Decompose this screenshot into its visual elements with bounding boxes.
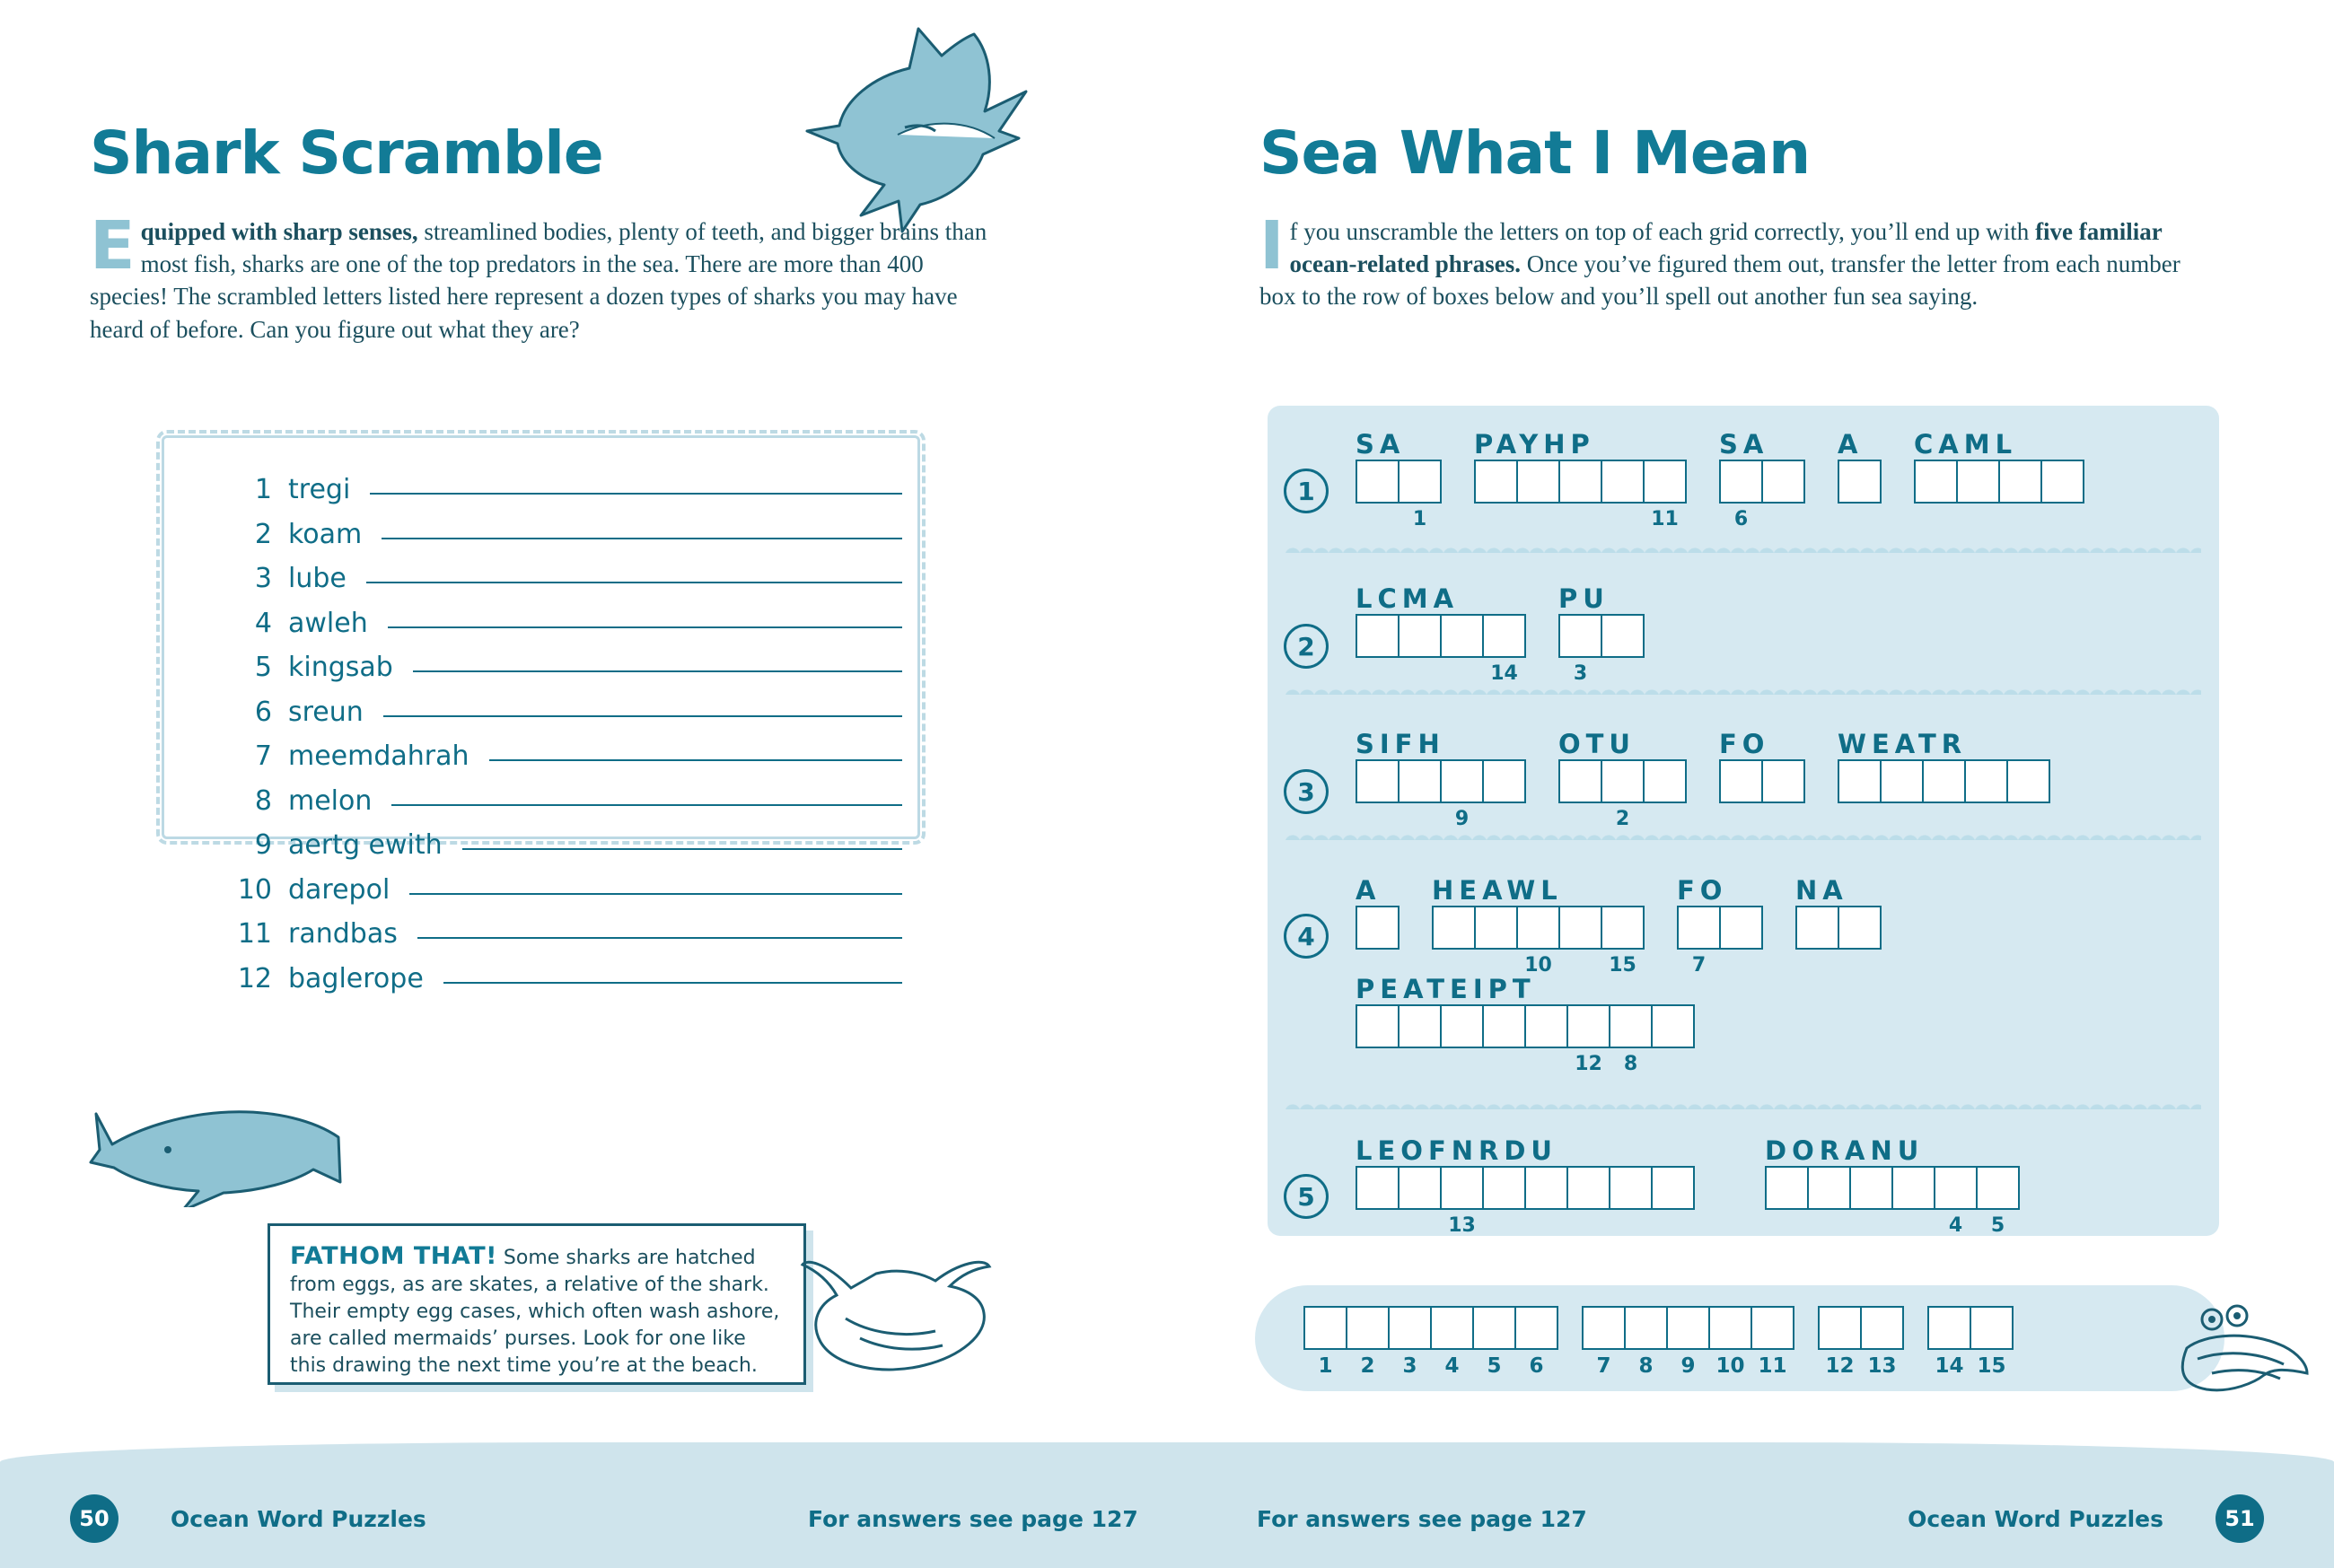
row-number-1: 1 [1284,469,1329,513]
letter-cell[interactable] [1440,759,1484,830]
book-title-right: Ocean Word Puzzles [1908,1506,2163,1532]
clue-group [1558,729,1685,830]
final-cell-number: 12 [1825,1354,1855,1378]
letter-cell[interactable] [1482,614,1526,685]
letter-cell[interactable] [1440,1004,1484,1048]
letter-cell[interactable] [1795,906,1839,950]
final-cell-number: 9 [1680,1354,1696,1378]
letter-cell[interactable] [1524,1004,1568,1048]
list-item [220,652,902,683]
list-item [220,784,902,817]
clue-letters: LEOFNRDU [1356,1135,1557,1166]
clue-letters: SA [1719,429,1769,460]
letter-cell[interactable] [1609,1004,1653,1075]
final-cell[interactable] [1430,1306,1474,1378]
list-item [220,607,902,639]
list-item-word: meemdahrah [288,740,469,772]
clue-group [1356,1135,1693,1237]
final-cell[interactable] [1927,1306,1971,1378]
letter-cell[interactable] [1356,906,1400,950]
final-cell-number: 11 [1758,1354,1787,1378]
letter-cell[interactable] [1558,906,1602,950]
page-number-right: 51 [2216,1494,2264,1543]
final-cell[interactable] [1750,1306,1794,1378]
letter-cell[interactable] [1558,759,1602,803]
letter-cell[interactable] [1516,906,1560,977]
dropcap-left: E [90,207,136,285]
book-title-left: Ocean Word Puzzles [171,1506,426,1532]
list-item-word: awleh [288,607,368,639]
final-cell[interactable] [1818,1306,1862,1378]
list-item-word: tregi [288,474,351,505]
list-item-number: 8 [254,784,272,817]
final-cell[interactable] [1666,1306,1710,1378]
letter-cell[interactable] [1601,906,1645,977]
letter-cell[interactable] [1601,759,1645,830]
cell-number: 1 [1412,508,1427,530]
letter-cell[interactable] [1998,460,2042,504]
row-number-5: 5 [1284,1174,1329,1219]
cell-number: 11 [1651,508,1679,530]
cell-number: 14 [1490,662,1518,685]
dropcap-right: I [1259,207,1285,285]
letter-boxes [1432,906,1643,977]
letter-cell[interactable] [1934,1166,1978,1237]
letter-cell[interactable] [1651,1004,1695,1048]
list-item [220,918,902,950]
answer-line[interactable] [417,937,902,939]
letter-boxes [1356,906,1398,950]
intro-b-right: Once you’ve figured them out, transfer the letter from each number box to the row of boxes below and you’ll spell out another fun sea saying. [1259,250,2180,311]
letter-cell[interactable] [1482,1004,1526,1048]
letter-cell[interactable] [1849,1166,1893,1210]
letter-cell[interactable] [2040,460,2084,504]
letter-cell[interactable] [1356,759,1400,803]
letter-cell[interactable] [1482,1166,1526,1210]
final-cell-number: 7 [1596,1354,1611,1378]
cell-number: 4 [1948,1214,1963,1237]
letter-cell[interactable] [1964,759,2008,803]
clue-letters: PAYHP [1474,429,1595,460]
answer-line[interactable] [391,804,902,806]
list-item-word: aertg ewith [288,829,443,861]
clue-letters: CAML [1914,429,2018,460]
puzzle-row-1 [1356,429,2117,530]
clue-group [1356,583,1524,685]
clue-letters: A [1356,875,1382,906]
letter-cell[interactable] [1719,460,1763,530]
clue-letters: NA [1795,875,1848,906]
letter-cell[interactable] [1558,614,1602,685]
final-cell[interactable] [1303,1306,1347,1378]
panel-divider [1285,835,2201,840]
letter-boxes [1356,614,1524,685]
clue-group [1356,875,1398,950]
letter-cell[interactable] [1398,1166,1442,1210]
clue-letters: A [1838,429,1864,460]
fathom-text: Some sharks are hatched from eggs, as are skates, a relative of the shark. Their empty egg cases, which often wash ashore, are called mermaids’ purses. Look for one like this drawing the next time you’re at the beach. [290,1247,780,1377]
final-cell[interactable] [1582,1306,1626,1378]
letter-boxes [1914,460,2083,504]
letter-cell[interactable] [1807,1166,1851,1210]
letter-cell[interactable] [1976,1166,2020,1237]
final-cell[interactable] [1970,1306,2014,1378]
final-answer-boxes [1303,1306,2012,1378]
fathom-title: FATHOM THAT! [290,1242,497,1270]
letter-cell[interactable] [1719,906,1763,950]
clue-letters: LCMA [1356,583,1460,614]
list-item-number: 11 [237,918,272,950]
letter-boxes [1558,759,1685,830]
final-cell[interactable] [1624,1306,1668,1378]
letter-cell[interactable] [1609,1166,1653,1210]
list-item-number: 5 [254,652,272,683]
letter-boxes [1719,460,1803,530]
shark-illustration-bottom [85,1091,355,1207]
fathom-that-box [268,1223,806,1385]
panel-divider [1285,547,2201,553]
letter-cell[interactable] [1356,1166,1400,1210]
letter-boxes [1558,614,1643,685]
final-cell[interactable] [1346,1306,1390,1378]
clue-group [1838,429,1880,504]
clue-letters: SA [1356,429,1406,460]
clue-letters: HEAWL [1432,875,1563,906]
letter-cell[interactable] [1566,1004,1610,1075]
cell-number: 6 [1733,508,1749,530]
final-cell-number: 2 [1360,1354,1375,1378]
list-item-word: randbas [288,918,398,950]
list-item-word: darepol [288,873,390,906]
list-item-number: 1 [254,474,272,505]
letter-cell[interactable] [1356,1004,1400,1048]
letter-boxes [1356,460,1440,530]
puzzle-row-3 [1356,729,2083,830]
letter-boxes [1356,1166,1693,1237]
letter-boxes [1838,759,2049,803]
fish-illustration [2172,1292,2316,1418]
list-item-number: 7 [254,740,272,772]
letter-cell[interactable] [2006,759,2050,803]
clue-group [1356,429,1440,530]
list-item-number: 6 [254,696,272,728]
cell-number: 9 [1454,808,1470,830]
answer-line[interactable] [443,982,902,984]
intro-paragraph-right [1259,207,2184,313]
clue-group [1474,429,1685,530]
clue-group [1356,729,1524,830]
row-number-2: 2 [1284,624,1329,669]
letter-cell[interactable] [1482,759,1526,803]
puzzle-row-2 [1356,583,1677,685]
letter-cell[interactable] [1432,906,1476,950]
list-item-word: kingsab [288,652,393,683]
letter-cell[interactable] [1566,1166,1610,1210]
list-item [220,518,902,550]
clue-letters: OTU [1558,729,1636,759]
letter-boxes [1719,759,1803,803]
answer-line[interactable] [489,759,902,761]
letter-cell[interactable] [1891,1166,1935,1210]
answer-line[interactable] [388,626,902,628]
clue-letters: FO [1677,875,1728,906]
letter-cell[interactable] [1838,759,1882,803]
list-item [220,873,902,906]
final-cell[interactable] [1388,1306,1432,1378]
list-item-word: koam [288,518,363,550]
letter-cell[interactable] [1922,759,1966,803]
letter-boxes [1356,1004,1693,1075]
letter-boxes [1677,906,1761,977]
list-item-word: sreun [288,696,364,728]
final-cell-number: 14 [1935,1354,1964,1378]
answer-line[interactable] [413,670,902,672]
row-number-4: 4 [1284,914,1329,959]
letter-cell[interactable] [1914,460,1958,504]
answer-line[interactable] [383,715,902,717]
final-cell-number: 4 [1444,1354,1460,1378]
page-title-left: Shark Scramble [90,118,603,188]
final-cell-number: 8 [1638,1354,1654,1378]
clue-group [1719,729,1803,803]
final-cell-number: 13 [1867,1354,1897,1378]
answer-line[interactable] [370,493,902,495]
scramble-list [220,474,902,1007]
list-item-number: 4 [254,607,272,639]
final-cell-number: 10 [1715,1354,1745,1378]
clue-group [1765,1135,2018,1237]
letter-cell[interactable] [1601,614,1645,658]
clue-group [1719,429,1803,530]
clue-group [1795,875,1880,950]
clue-letters: WEATR [1838,729,1968,759]
letter-cell[interactable] [1516,460,1560,504]
list-item-number: 9 [254,829,272,861]
puzzle-row-4 [1356,875,1914,977]
cell-number: 5 [1990,1214,2005,1237]
cell-number: 2 [1615,808,1630,830]
row-number-3: 3 [1284,769,1329,814]
mermaids-purse-illustration [797,1252,1040,1378]
letter-cell[interactable] [1601,460,1645,504]
letter-cell[interactable] [1838,906,1882,950]
clue-group [1432,875,1643,977]
letter-boxes [1474,460,1685,530]
letter-boxes [1765,1166,2018,1237]
final-cell-number: 5 [1487,1354,1502,1378]
final-cell[interactable] [1472,1306,1516,1378]
intro-bold-right: five familiar ocean-related phrases. [1289,218,2163,278]
answers-note-left: For answers see page 127 [808,1506,1138,1532]
cell-number: 7 [1691,954,1707,977]
clue-group [1356,974,1693,1075]
puzzle-row-5 [1356,1135,2052,1237]
intro-rest-left: streamlined bodies, plenty of teeth, and bigger brains than most fish, sharks are one of the top predators in the sea. There are more than 400 species! The scrambled letters listed here represent a dozen types of sharks you may have heard of before. Can you figure out what they are? [90,218,987,343]
letter-cell[interactable] [1398,759,1442,803]
letter-cell[interactable] [1880,759,1924,803]
final-cell-number: 1 [1318,1354,1333,1378]
letter-cell[interactable] [1524,1166,1568,1210]
panel-divider [1285,1104,2201,1109]
list-item [220,740,902,772]
clue-letters: PEATEIPT [1356,974,1536,1004]
letter-cell[interactable] [1398,460,1442,530]
cell-number: 3 [1573,662,1588,685]
clue-letters: SIFH [1356,729,1445,759]
clue-letters: FO [1719,729,1770,759]
final-cell-number: 6 [1529,1354,1544,1378]
letter-cell[interactable] [1356,614,1400,658]
intro-bold-left: quipped with sharp senses, [140,218,418,245]
answers-note-right: For answers see page 127 [1257,1506,1587,1532]
letter-cell[interactable] [1761,460,1805,504]
letter-cell[interactable] [1440,614,1484,658]
list-item [220,962,902,994]
answer-line[interactable] [462,848,902,850]
page-title-right: Sea What I Mean [1259,118,1811,188]
list-item [220,474,902,505]
answer-line[interactable] [382,538,902,539]
final-cell[interactable] [1860,1306,1904,1378]
letter-cell[interactable] [1677,906,1721,977]
letter-boxes [1838,460,1880,504]
letter-cell[interactable] [1651,1166,1695,1210]
list-item [220,563,902,594]
list-item-number: 3 [254,563,272,594]
list-item [220,829,902,861]
final-cell[interactable] [1708,1306,1752,1378]
letter-cell[interactable] [1356,460,1400,504]
cell-number: 15 [1609,954,1636,977]
cell-number: 8 [1623,1053,1638,1075]
letter-cell[interactable] [1956,460,2000,504]
intro-a-right: f you unscramble the letters on top of each grid correctly, you’ll end up with [1289,218,2036,245]
list-item-word: melon [288,784,373,817]
final-cell[interactable] [1514,1306,1558,1378]
letter-cell[interactable] [1719,759,1763,803]
clue-letters: DORANU [1765,1135,1925,1166]
cell-number: 10 [1524,954,1552,977]
letter-cell[interactable] [1643,460,1687,530]
puzzle-row-4-continued [1356,974,1727,1075]
list-item-number: 12 [237,962,272,994]
letter-boxes [1356,759,1524,830]
list-item-number: 2 [254,518,272,550]
letter-cell[interactable] [1440,1166,1484,1237]
cell-number: 13 [1448,1214,1476,1237]
list-item-word: lube [288,563,347,594]
answer-line[interactable] [366,582,902,583]
list-item [220,696,902,728]
letter-cell[interactable] [1643,759,1687,803]
letter-cell[interactable] [1474,906,1518,950]
list-item-number: 10 [237,873,272,906]
final-cell-number: 15 [1977,1354,2006,1378]
letter-cell[interactable] [1398,1004,1442,1048]
letter-cell[interactable] [1765,1166,1809,1210]
clue-group [1914,429,2083,504]
letter-cell[interactable] [1558,460,1602,504]
list-item-word: baglerope [288,962,424,994]
letter-cell[interactable] [1838,460,1882,504]
letter-cell[interactable] [1398,614,1442,658]
cell-number: 12 [1575,1053,1602,1075]
letter-boxes [1795,906,1880,950]
clue-group [1558,583,1643,685]
page-number-left: 50 [70,1494,118,1543]
clue-group [1838,729,2049,803]
letter-cell[interactable] [1474,460,1518,504]
panel-divider [1285,689,2201,695]
letter-cell[interactable] [1761,759,1805,803]
final-cell-number: 3 [1402,1354,1417,1378]
clue-group [1677,875,1761,977]
clue-letters: PU [1558,583,1610,614]
answer-line[interactable] [409,893,902,895]
shark-illustration-top [790,18,1059,242]
